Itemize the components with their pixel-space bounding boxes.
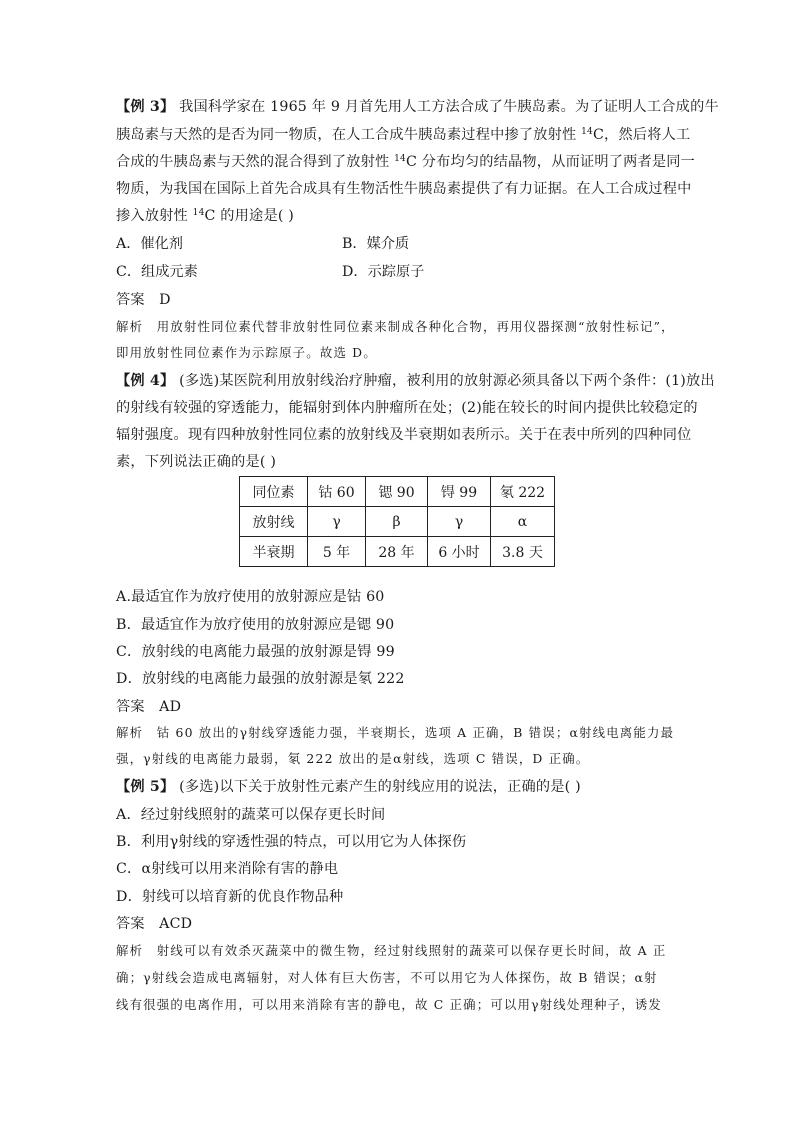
ex4-analysis-2: 强，γ射线的电离能力最弱，氡 222 放出的是α射线，选项 C 错误，D 正确。 (116, 751, 590, 766)
ex3-option-c: C．组成元素 (116, 264, 198, 280)
table-cell: γ (428, 507, 491, 537)
ex4-option-a: A.最适宜作为放疗使用的放射源应是钴 60 (116, 589, 385, 605)
ex5-analysis-2: 确；γ射线会造成电离辐射，对人体有巨大伤害，不可以用它为人体探伤，故 B 错误；α射 (116, 970, 658, 985)
ex4-line-1: 【例 4】 (多选)某医院利用放射线治疗肿瘤，被利用的放射源必须具备以下两个条件：(1)放出 (116, 373, 715, 389)
ex3-answer: 答案 D (116, 292, 171, 308)
table-cell: β (366, 507, 428, 537)
table-cell: α (491, 507, 555, 537)
ex5-analysis-1: 解析 射线可以有效杀灭蔬菜中的微生物，经过射线照射的蔬菜可以保存更长时间，故 A 正 (116, 943, 667, 958)
ex5-analysis-3: 线有很强的电离作用，可以用来消除有害的静电，故 C 正确；可以用γ射线处理种子，诱发 (116, 997, 663, 1012)
table-cell: 3.8 天 (491, 537, 555, 567)
table-cell: 锶 90 (366, 477, 428, 507)
table-cell: 28 年 (366, 537, 428, 567)
ex3-line-5: 掺入放射性 $^{14}$C 的用途是( ) (116, 208, 295, 224)
table-row (240, 507, 555, 537)
ex4-option-d: D．放射线的电离能力最强的放射源是氡 222 (116, 671, 405, 687)
isotope-table (239, 476, 555, 567)
ex3-line-1: 【例 3】 我国科学家在 1965 年 9 月首先用人工方法合成了牛胰岛素。为了证明人工合成的牛 (116, 99, 719, 115)
ex4-option-b: B．最适宜作为放疗使用的放射源应是锶 90 (116, 617, 395, 633)
ex3-label: 【例 3】 (116, 99, 175, 115)
table-cell: 5 年 (308, 537, 366, 567)
ex4-label: 【例 4】 (116, 373, 175, 389)
ex4-answer: 答案 AD (116, 699, 182, 715)
table-cell: 放射线 (240, 507, 308, 537)
ex3-option-a: A．催化剂 (116, 236, 183, 252)
ex3-option-d: D．示踪原子 (342, 264, 425, 280)
ex5-option-d: D．射线可以培育新的优良作物品种 (116, 889, 344, 905)
ex5-answer: 答案 ACD (116, 916, 193, 932)
ex4-line-4: 素，下列说法正确的是( ) (116, 454, 277, 470)
ex4-analysis-1: 解析 钴 60 放出的γ射线穿透能力强，半衰期长，选项 A 正确，B 错误；α射线电离能力最 (116, 725, 675, 740)
ex3-analysis-1: 解析 用放射性同位素代替非放射性同位素来制成各种化合物，再用仪器探测“放射性标记”， (116, 319, 675, 334)
ex5-label: 【例 5】 (116, 779, 175, 795)
table-cell: 半衰期 (240, 537, 308, 567)
table-cell: 氡 222 (491, 477, 555, 507)
ex4-line-3: 辐射强度。现有四种放射性同位素的放射线及半衰期如表所示。关于在表中所列的四种同位 (116, 427, 692, 443)
ex3-line-4: 物质，为我国在国际上首先合成具有生物活性牛胰岛素提供了有力证据。在人工合成过程中 (116, 181, 692, 197)
ex4-line-2: 的射线有较强的穿透能力，能辐射到体内肿瘤所在处；(2)能在较长的时间内提供比较稳定的 (116, 400, 698, 416)
table-row (240, 477, 555, 507)
table-cell: 6 小时 (428, 537, 491, 567)
ex3-line-3: 合成的牛胰岛素与天然的混合得到了放射性 $^{14}$C 分布均匀的结晶物，从而证明了两者是同一 (116, 154, 696, 170)
ex3-line-2: 胰岛素与天然的是否为同一物质，在人工合成牛胰岛素过程中掺了放射性 $^{14}$C，然后将人工 (116, 127, 691, 143)
table-row (240, 537, 555, 567)
ex5-line-1: 【例 5】 (多选)以下关于放射性元素产生的射线应用的说法，正确的是( ) (116, 779, 581, 795)
table-cell: γ (308, 507, 366, 537)
ex5-option-c: C．α射线可以用来消除有害的静电 (116, 861, 339, 877)
ex5-option-a: A．经过射线照射的蔬菜可以保存更长时间 (116, 807, 386, 823)
table-cell: 钴 60 (308, 477, 366, 507)
ex4-option-c: C．放射线的电离能力最强的放射源是锝 99 (116, 644, 395, 660)
ex3-analysis-2: 即用放射性同位素作为示踪原子。故选 D。 (116, 345, 377, 360)
ex3-option-b: B．媒介质 (342, 236, 410, 252)
table-cell: 同位素 (240, 477, 308, 507)
table-cell: 锝 99 (428, 477, 491, 507)
ex5-option-b: B．利用γ射线的穿透性强的特点，可以用它为人体探伤 (116, 834, 467, 850)
